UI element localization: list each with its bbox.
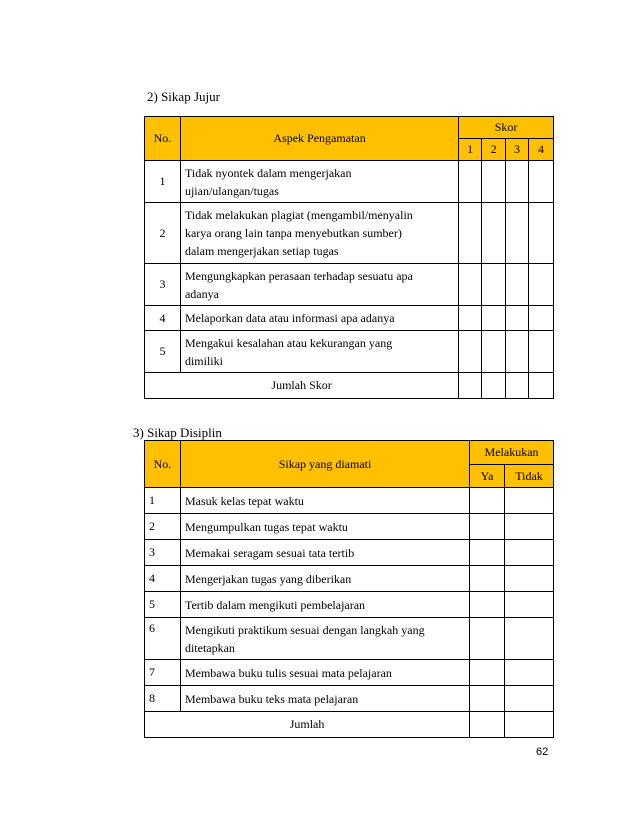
score-cell[interactable] <box>459 264 482 306</box>
aspect-text <box>180 264 458 306</box>
row-number: 2 <box>145 203 181 264</box>
check-tidak-cell[interactable] <box>505 592 554 618</box>
row-number: 3 <box>145 540 181 566</box>
header-ya: Ya <box>470 465 505 488</box>
score-cell[interactable] <box>506 264 529 306</box>
header-skor: Skor <box>459 117 554 139</box>
section-heading-sikap-jujur: 2) Sikap Jujur <box>147 89 220 104</box>
header-skor-3: 3 <box>506 139 529 161</box>
aspect-line: dalam mengerjakan setiap tugas <box>184 244 339 258</box>
row-number: 2 <box>145 514 181 540</box>
check-tidak-cell[interactable] <box>505 566 554 592</box>
sikap-text <box>180 592 469 618</box>
row-number: 1 <box>145 161 181 203</box>
aspect-text <box>180 203 458 264</box>
table-row <box>145 540 554 566</box>
sikap-line: Masuk kelas tepat waktu <box>184 493 304 508</box>
sikap-text <box>180 540 469 566</box>
table-row <box>145 660 554 686</box>
score-cell[interactable] <box>482 331 506 373</box>
page-number: 62 <box>536 746 549 758</box>
sikap-line: ditetapkan <box>184 640 235 655</box>
score-cell[interactable] <box>529 306 554 331</box>
score-cell[interactable] <box>506 161 529 203</box>
score-cell[interactable] <box>529 203 554 264</box>
sikap-disiplin-table <box>144 440 554 738</box>
table-row <box>145 488 554 514</box>
aspect-line: adanya <box>184 286 219 301</box>
score-cell[interactable] <box>482 203 506 264</box>
sikap-line: Membawa buku teks mata pelajaran <box>184 691 359 706</box>
aspect-line: Tidak melakukan plagiat (mengambil/menyalin <box>184 208 413 222</box>
table-row <box>145 306 554 331</box>
sikap-line: Mengikuti praktikum sesuai dengan langkah yang <box>184 622 425 637</box>
sikap-text <box>180 566 469 592</box>
score-cell[interactable] <box>459 331 482 373</box>
row-number: 5 <box>145 592 181 618</box>
aspect-text <box>180 161 458 203</box>
sikap-text <box>180 618 469 660</box>
header-melakukan: Melakukan <box>470 441 554 465</box>
header-no: No. <box>145 117 181 161</box>
row-number: 5 <box>145 331 181 373</box>
row-number: 8 <box>145 686 181 712</box>
aspect-text <box>180 331 458 373</box>
sikap-line: Mengerjakan tugas yang diberikan <box>184 571 352 586</box>
check-tidak-cell[interactable] <box>505 660 554 686</box>
header-tidak: Tidak <box>505 465 554 488</box>
check-ya-cell[interactable] <box>470 488 505 514</box>
check-ya-cell[interactable] <box>470 566 505 592</box>
table-row <box>145 566 554 592</box>
check-ya-cell[interactable] <box>470 660 505 686</box>
row-number: 6 <box>145 618 181 660</box>
check-ya-cell[interactable] <box>470 540 505 566</box>
score-cell[interactable] <box>529 264 554 306</box>
header-skor-2: 2 <box>482 139 506 161</box>
check-ya-cell[interactable] <box>470 514 505 540</box>
score-cell[interactable] <box>482 306 506 331</box>
table-row <box>145 514 554 540</box>
check-ya-cell[interactable] <box>470 618 505 660</box>
row-number: 7 <box>145 660 181 686</box>
aspect-line: ujian/ulangan/tugas <box>184 183 279 198</box>
sikap-line: Membawa buku tulis sesuai mata pelajaran <box>184 665 392 680</box>
check-tidak-cell[interactable] <box>505 686 554 712</box>
row-number: 4 <box>145 566 181 592</box>
total-row <box>145 712 554 738</box>
score-cell[interactable] <box>459 306 482 331</box>
total-label: Jumlah Skor <box>145 373 459 399</box>
row-number: 4 <box>145 306 181 331</box>
aspect-line: Mengakui kesalahan atau kekurangan yang <box>184 335 393 350</box>
score-cell[interactable] <box>482 264 506 306</box>
row-number: 3 <box>145 264 181 306</box>
aspect-line: Tidak nyontek dalam mengerjakan <box>184 165 352 180</box>
header-no: No. <box>145 441 181 488</box>
score-cell[interactable] <box>529 161 554 203</box>
check-ya-cell[interactable] <box>470 686 505 712</box>
table-row <box>145 592 554 618</box>
sikap-text <box>180 514 469 540</box>
check-tidak-cell[interactable] <box>505 618 554 660</box>
check-tidak-cell[interactable] <box>505 712 554 738</box>
sikap-line: Memakai seragam sesuai tata tertib <box>184 545 355 560</box>
score-cell[interactable] <box>482 161 506 203</box>
score-cell[interactable] <box>459 203 482 264</box>
score-cell[interactable] <box>459 373 482 399</box>
check-tidak-cell[interactable] <box>505 540 554 566</box>
table-row <box>145 161 554 203</box>
aspect-line: Melaporkan data atau informasi apa adanya <box>184 311 395 325</box>
score-cell[interactable] <box>506 306 529 331</box>
sikap-line: Tertib dalam mengikuti pembelajaran <box>184 597 366 612</box>
row-number: 1 <box>145 488 181 514</box>
aspect-text <box>180 306 458 331</box>
total-label: Jumlah <box>145 712 470 738</box>
aspect-line: Mengungkapkan perasaan terhadap sesuatu apa <box>184 268 413 283</box>
header-skor-4: 4 <box>529 139 554 161</box>
sikap-text <box>180 660 469 686</box>
score-cell[interactable] <box>459 161 482 203</box>
score-cell[interactable] <box>506 373 529 399</box>
check-ya-cell[interactable] <box>470 712 505 738</box>
table-row <box>145 264 554 306</box>
score-cell[interactable] <box>506 203 529 264</box>
header-sikap-yang-diamati: Sikap yang diamati <box>180 441 469 488</box>
header-aspek-pengamatan: Aspek Pengamatan <box>180 117 458 161</box>
sikap-text <box>180 488 469 514</box>
score-cell[interactable] <box>506 331 529 373</box>
table-row <box>145 331 554 373</box>
aspect-line: karya orang lain tanpa menyebutkan sumber) <box>184 226 402 240</box>
table-row <box>145 618 554 660</box>
check-tidak-cell[interactable] <box>505 514 554 540</box>
sikap-text <box>180 686 469 712</box>
section-heading-sikap-disiplin: 3) Sikap Disiplin <box>133 425 222 440</box>
table-row <box>145 203 554 264</box>
sikap-jujur-table <box>144 116 554 399</box>
aspect-line: dimiliki <box>184 353 223 368</box>
total-row <box>145 373 554 399</box>
header-skor-1: 1 <box>459 139 482 161</box>
sikap-line: Mengumpulkan tugas tepat waktu <box>184 519 348 534</box>
check-ya-cell[interactable] <box>470 592 505 618</box>
table-row <box>145 686 554 712</box>
score-cell[interactable] <box>482 373 506 399</box>
score-cell[interactable] <box>529 373 554 399</box>
score-cell[interactable] <box>529 331 554 373</box>
check-tidak-cell[interactable] <box>505 488 554 514</box>
